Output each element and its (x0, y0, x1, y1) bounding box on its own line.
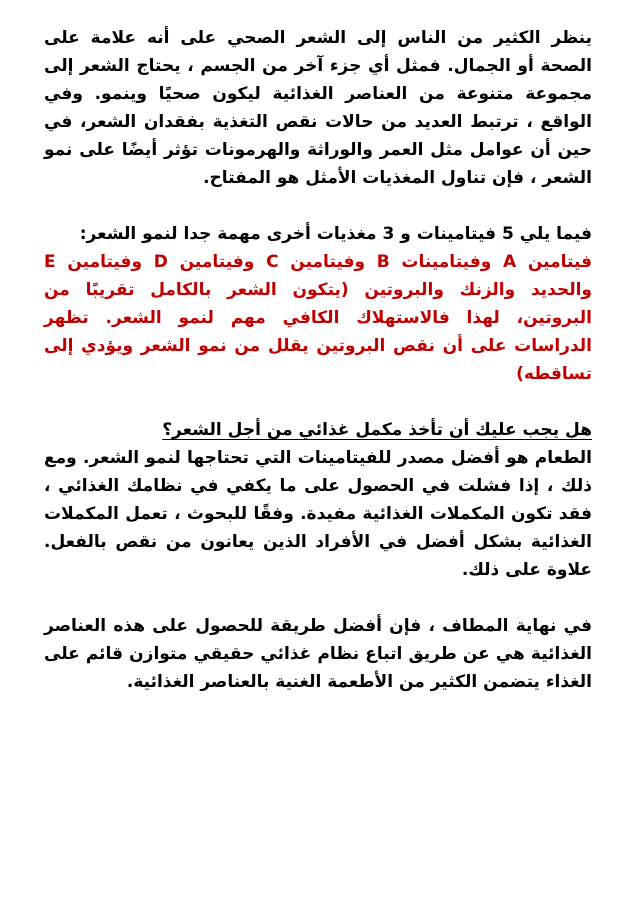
question-heading: هل يجب عليك أن تأخذ مكمل غذائي من أجل الشعر؟ (162, 420, 592, 440)
document-page (44, 24, 592, 696)
list-intro-line: فيما يلي 5 فيتامينات و 3 مغذيات أخرى مهمة جدا لنمو الشعر: (79, 224, 592, 244)
conclusion-paragraph: في نهاية المطاف ، فإن أفضل طريقة للحصول على هذه العناصر الغذائية هي عن طريق اتباع نظام غذائي حقيقي متوازن قائم على الغذاء يتضمن الكثير من الأطعمة الغنية بالعناصر الغذائية. (44, 616, 592, 692)
answer-paragraph: الطعام هو أفضل مصدر للفيتامينات التي تحتاجها لنمو الشعر. ومع ذلك ، إذا فشلت في الحصول على ما يكفي في نظامك الغذائي ، فقد تكون المكملات الغذائية مفيدة. وفقًا للبحوث ، تعمل المكملات الغذائية بشكل أفضل في الأفراد الذين يعانون من نقص بالفعل. علاوة على ذلك. (44, 448, 592, 580)
nutrients-paragraph: فيتامين A وفيتامينات B وفيتامين C وفيتامين D وفيتامين E والحديد والزنك والبروتين (يتكون الشعر بالكامل تقريبًا من البروتين، لهذا فالاستهلاك الكافي مهم لنمو الشعر. تظهر الدراسات على أن نقص البروتين يقلل من نمو الشعر ويؤدي إلى تساقطه) (44, 252, 593, 384)
paragraph-gap (44, 192, 592, 220)
paragraph-gap (44, 584, 592, 612)
paragraph-gap (44, 388, 592, 416)
intro-paragraph: ينظر الكثير من الناس إلى الشعر الصحي على أنه علامة على الصحة أو الجمال. فمثل أي جزء آخر من الجسم ، يحتاج الشعر إلى مجموعة متنوعة من العناصر الغذائية ليكون صحيًا وينمو. وفي الواقع ، ترتبط العديد من حالات نقص التغذية بفقدان الشعر، في حين أن عوامل مثل العمر والوراثة والهرمونات تؤثر أيضًا على نمو الشعر ، فإن تناول المغذيات الأمثل هو المفتاح. (44, 28, 592, 188)
